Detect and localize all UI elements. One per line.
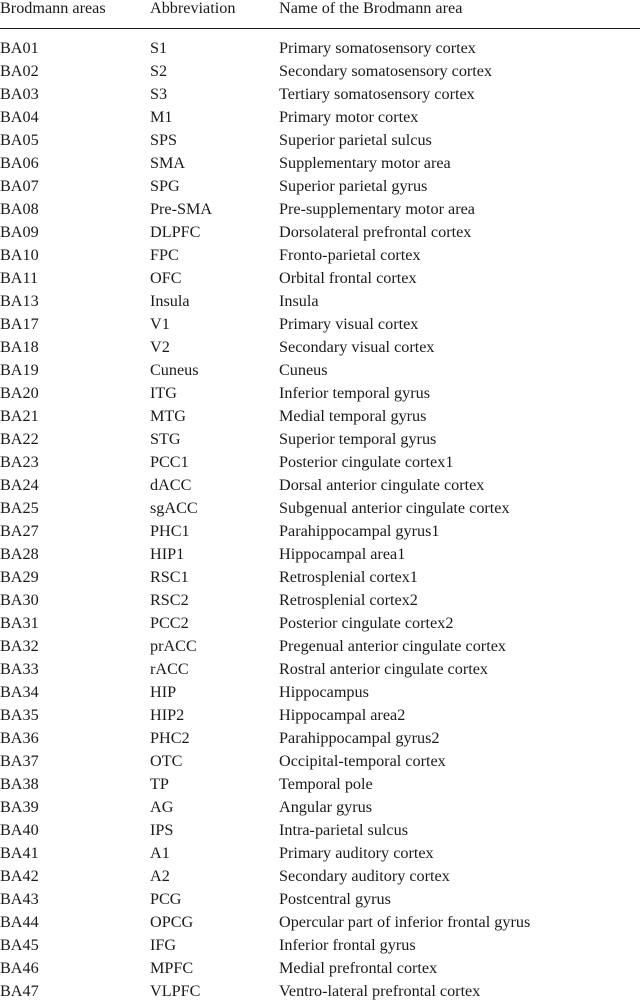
cell-brodmann-area: BA20 [0, 384, 39, 402]
cell-abbreviation: IPS [150, 821, 174, 839]
cell-abbreviation: PCC1 [150, 453, 189, 471]
cell-brodmann-area: BA24 [0, 476, 39, 494]
cell-abbreviation: SPG [150, 177, 180, 195]
cell-area-name: Dorsal anterior cingulate cortex [279, 476, 485, 494]
cell-abbreviation: PCC2 [150, 614, 189, 632]
table-row [0, 727, 640, 750]
cell-brodmann-area: BA13 [0, 292, 39, 310]
cell-brodmann-area: BA02 [0, 62, 39, 80]
table-row [0, 888, 640, 911]
cell-abbreviation: Pre-SMA [150, 200, 213, 218]
table-row [0, 290, 640, 313]
cell-brodmann-area: BA43 [0, 890, 39, 908]
cell-area-name: Dorsolateral prefrontal cortex [279, 223, 472, 241]
cell-abbreviation: sgACC [150, 499, 198, 517]
cell-abbreviation: PCG [150, 890, 182, 908]
table-row [0, 589, 640, 612]
cell-abbreviation: OFC [150, 269, 182, 287]
table-row [0, 750, 640, 773]
cell-brodmann-area: BA41 [0, 844, 39, 862]
cell-abbreviation: A1 [150, 844, 170, 862]
table-row [0, 635, 640, 658]
cell-abbreviation: M1 [150, 108, 173, 126]
cell-brodmann-area: BA19 [0, 361, 39, 379]
cell-brodmann-area: BA17 [0, 315, 39, 333]
cell-brodmann-area: BA04 [0, 108, 39, 126]
table-row [0, 198, 640, 221]
cell-area-name: Medial prefrontal cortex [279, 959, 438, 977]
table-row [0, 474, 640, 497]
cell-brodmann-area: BA47 [0, 982, 39, 1000]
cell-brodmann-area: BA35 [0, 706, 39, 724]
cell-brodmann-area: BA30 [0, 591, 39, 609]
cell-brodmann-area: BA18 [0, 338, 39, 356]
cell-brodmann-area: BA45 [0, 936, 39, 954]
table-row [0, 382, 640, 405]
cell-area-name: Parahippocampal gyrus1 [279, 522, 440, 540]
table-row [0, 612, 640, 635]
table-row [0, 566, 640, 589]
cell-brodmann-area: BA23 [0, 453, 39, 471]
cell-abbreviation: S1 [150, 39, 168, 57]
cell-brodmann-area: BA03 [0, 85, 39, 103]
cell-brodmann-area: BA01 [0, 39, 39, 57]
header-rule-divider [0, 28, 640, 29]
cell-brodmann-area: BA32 [0, 637, 39, 655]
cell-area-name: Orbital frontal cortex [279, 269, 417, 287]
cell-brodmann-area: BA38 [0, 775, 39, 793]
table-body [0, 37, 640, 1003]
cell-abbreviation: RSC2 [150, 591, 189, 609]
table-row [0, 796, 640, 819]
cell-abbreviation: HIP2 [150, 706, 185, 724]
cell-area-name: Secondary somatosensory cortex [279, 62, 493, 80]
cell-area-name: Inferior frontal gyrus [279, 936, 416, 954]
table-row [0, 244, 640, 267]
table-row [0, 451, 640, 474]
cell-area-name: Fronto-parietal cortex [279, 246, 421, 264]
cell-abbreviation: STG [150, 430, 181, 448]
cell-area-name: Intra-parietal sulcus [279, 821, 408, 839]
cell-area-name: Posterior cingulate cortex1 [279, 453, 454, 471]
table-row [0, 405, 640, 428]
cell-area-name: Posterior cingulate cortex2 [279, 614, 454, 632]
cell-abbreviation: HIP [150, 683, 177, 701]
cell-brodmann-area: BA11 [0, 269, 39, 287]
cell-brodmann-area: BA05 [0, 131, 39, 149]
cell-abbreviation: rACC [150, 660, 189, 678]
cell-abbreviation: Cuneus [150, 361, 199, 379]
table-row [0, 934, 640, 957]
cell-brodmann-area: BA10 [0, 246, 39, 264]
cell-area-name: Hippocampal area1 [279, 545, 406, 563]
cell-area-name: Subgenual anterior cingulate cortex [279, 499, 510, 517]
cell-abbreviation: ITG [150, 384, 177, 402]
table-row [0, 336, 640, 359]
table-row [0, 60, 640, 83]
cell-area-name: Primary auditory cortex [279, 844, 434, 862]
cell-area-name: Primary motor cortex [279, 108, 419, 126]
cell-brodmann-area: BA22 [0, 430, 39, 448]
cell-brodmann-area: BA08 [0, 200, 39, 218]
cell-area-name: Hippocampal area2 [279, 706, 406, 724]
cell-abbreviation: RSC1 [150, 568, 189, 586]
table-row [0, 428, 640, 451]
table-row [0, 520, 640, 543]
cell-area-name: Insula [279, 292, 319, 310]
cell-area-name: Secondary visual cortex [279, 338, 435, 356]
cell-area-name: Retrosplenial cortex1 [279, 568, 418, 586]
table-row [0, 865, 640, 888]
table-row [0, 497, 640, 520]
cell-brodmann-area: BA42 [0, 867, 39, 885]
cell-brodmann-area: BA46 [0, 959, 39, 977]
table-row [0, 175, 640, 198]
cell-area-name: Inferior temporal gyrus [279, 384, 431, 402]
cell-brodmann-area: BA34 [0, 683, 39, 701]
cell-abbreviation: SMA [150, 154, 186, 172]
cell-area-name: Secondary auditory cortex [279, 867, 450, 885]
cell-abbreviation: MTG [150, 407, 186, 425]
table-row [0, 704, 640, 727]
cell-abbreviation: HIP1 [150, 545, 185, 563]
cell-abbreviation: TP [150, 775, 169, 793]
table-row [0, 37, 640, 60]
table-row [0, 83, 640, 106]
cell-area-name: Temporal pole [279, 775, 373, 793]
table-row [0, 773, 640, 796]
cell-abbreviation: PHC2 [150, 729, 190, 747]
cell-abbreviation: SPS [150, 131, 178, 149]
cell-abbreviation: FPC [150, 246, 179, 264]
table-row [0, 543, 640, 566]
table-row [0, 152, 640, 175]
cell-area-name: Supplementary motor area [279, 154, 451, 172]
table-row [0, 819, 640, 842]
cell-area-name: Cuneus [279, 361, 328, 379]
cell-abbreviation: prACC [150, 637, 197, 655]
cell-area-name: Superior temporal gyrus [279, 430, 437, 448]
cell-brodmann-area: BA07 [0, 177, 39, 195]
cell-abbreviation: VLPFC [150, 982, 201, 1000]
cell-abbreviation: S2 [150, 62, 168, 80]
cell-brodmann-area: BA31 [0, 614, 39, 632]
cell-abbreviation: DLPFC [150, 223, 201, 241]
cell-brodmann-area: BA21 [0, 407, 39, 425]
cell-area-name: Rostral anterior cingulate cortex [279, 660, 489, 678]
cell-area-name: Retrosplenial cortex2 [279, 591, 418, 609]
cell-abbreviation: Insula [150, 292, 190, 310]
table-row [0, 106, 640, 129]
cell-area-name: Postcentral gyrus [279, 890, 391, 908]
cell-brodmann-area: BA25 [0, 499, 39, 517]
table-row [0, 658, 640, 681]
cell-brodmann-area: BA28 [0, 545, 39, 563]
table-row [0, 957, 640, 980]
cell-area-name: Pre-supplementary motor area [279, 200, 475, 218]
table-row [0, 129, 640, 152]
cell-area-name: Primary somatosensory cortex [279, 39, 476, 57]
cell-abbreviation: S3 [150, 85, 168, 103]
cell-area-name: Ventro-lateral prefrontal cortex [279, 982, 481, 1000]
cell-brodmann-area: BA39 [0, 798, 39, 816]
cell-area-name: Primary visual cortex [279, 315, 419, 333]
cell-abbreviation: PHC1 [150, 522, 190, 540]
header-area-name: Name of the Brodmann area [279, 0, 463, 17]
table-row [0, 681, 640, 704]
cell-area-name: Parahippocampal gyrus2 [279, 729, 440, 747]
cell-brodmann-area: BA27 [0, 522, 39, 540]
table-row [0, 842, 640, 865]
cell-brodmann-area: BA40 [0, 821, 39, 839]
cell-abbreviation: V1 [150, 315, 170, 333]
cell-area-name: Occipital-temporal cortex [279, 752, 446, 770]
header-abbreviation: Abbreviation [150, 0, 236, 17]
cell-brodmann-area: BA06 [0, 154, 39, 172]
table-row [0, 313, 640, 336]
cell-abbreviation: MPFC [150, 959, 194, 977]
header-brodmann-areas: Brodmann areas [0, 0, 106, 17]
cell-brodmann-area: BA44 [0, 913, 39, 931]
table-row [0, 267, 640, 290]
cell-area-name: Hippocampus [279, 683, 369, 701]
cell-brodmann-area: BA09 [0, 223, 39, 241]
table-row [0, 911, 640, 934]
cell-brodmann-area: BA37 [0, 752, 39, 770]
cell-abbreviation: A2 [150, 867, 170, 885]
cell-area-name: Opercular part of inferior frontal gyrus [279, 913, 531, 931]
cell-area-name: Superior parietal gyrus [279, 177, 428, 195]
cell-area-name: Pregenual anterior cingulate cortex [279, 637, 506, 655]
cell-brodmann-area: BA29 [0, 568, 39, 586]
cell-abbreviation: AG [150, 798, 174, 816]
cell-area-name: Superior parietal sulcus [279, 131, 432, 149]
cell-brodmann-area: BA36 [0, 729, 39, 747]
cell-area-name: Angular gyrus [279, 798, 373, 816]
cell-abbreviation: IFG [150, 936, 177, 954]
table-row [0, 221, 640, 244]
table-row [0, 359, 640, 382]
table-header-row [0, 0, 640, 18]
table-row [0, 980, 640, 1003]
cell-area-name: Medial temporal gyrus [279, 407, 427, 425]
cell-area-name: Tertiary somatosensory cortex [279, 85, 475, 103]
cell-abbreviation: dACC [150, 476, 192, 494]
cell-abbreviation: OTC [150, 752, 183, 770]
cell-brodmann-area: BA33 [0, 660, 39, 678]
cell-abbreviation: V2 [150, 338, 170, 356]
cell-abbreviation: OPCG [150, 913, 194, 931]
